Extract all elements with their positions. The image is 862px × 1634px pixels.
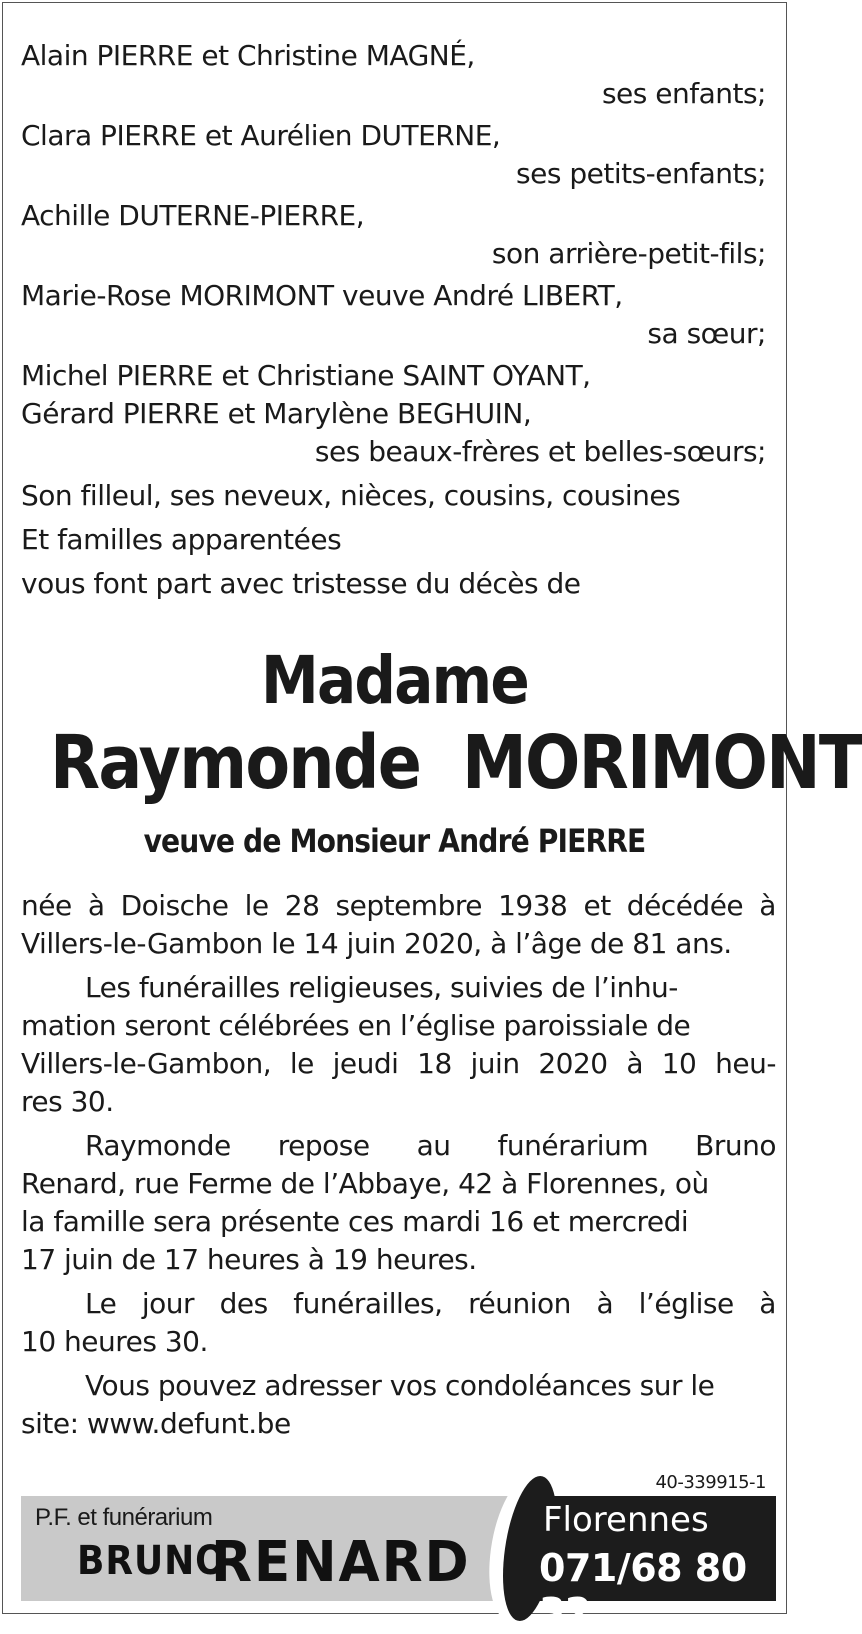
body-line: mation seront célébrées en l’église paroissiale de [21,1009,691,1042]
relation-label: ses petits-enfants; [516,157,766,190]
body-line: 17 juin de 17 heures à 19 heures. [21,1243,477,1276]
reference-number: 40-339915-1 [655,1472,766,1493]
family-line: Clara PIERRE et Aurélien DUTERNE, [21,119,501,152]
body-line: Le jour des funérailles, réunion à l’église à [85,1287,776,1320]
family-line: Son filleul, ses neveux, nièces, cousins, cousines [21,479,681,512]
family-line: Achille DUTERNE-PIERRE, [21,199,365,232]
body-line: Vous pouvez adresser vos condoléances sur le [85,1369,715,1402]
relation-label: ses enfants; [601,77,766,110]
body-line: Les funérailles religieuses, suivies de l’inhu- [85,971,678,1004]
obituary-notice [2,2,862,1634]
funeral-home-name-last: RENARD [211,1530,471,1595]
body-line: Raymonde repose au funérarium Bruno [85,1129,776,1162]
family-line: Marie-Rose MORIMONT veuve André LIBERT, [21,279,623,312]
announcement-line: vous font part avec tristesse du décès de [21,567,581,600]
relation-label: ses beaux-frères et belles-sœurs; [314,435,766,468]
family-line: Michel PIERRE et Christiane SAINT OYANT, [21,359,591,392]
body-line: Villers-le-Gambon, le jeudi 18 juin 2020 à 10 heu- [21,1047,776,1080]
body-line: res 30. [21,1085,114,1118]
website-line: site: www.defunt.be [21,1407,291,1440]
relation-label: son arrière-petit-fils; [491,237,766,270]
funeral-home-city: Florennes [543,1500,709,1540]
family-line: Alain PIERRE et Christine MAGNÉ, [21,39,475,72]
relation-label: sa sœur; [647,317,766,350]
family-line: Et familles apparentées [21,523,342,556]
family-line: Gérard PIERRE et Marylène BEGHUIN, [21,397,532,430]
body-line: Villers-le-Gambon le 14 juin 2020, à l’âge de 81 ans. [21,927,732,960]
body-line: Renard, rue Ferme de l’Abbaye, 42 à Florennes, où [21,1167,709,1200]
deceased-name: Raymonde MORIMONT [49,720,862,806]
funeral-home-label: P.F. et funérarium [35,1504,213,1531]
deceased-spouse: veuve de Monsieur André PIERRE [143,822,646,860]
funeral-home-banner [21,1496,776,1634]
funeral-home-phone: 071/68 80 32 [539,1546,747,1634]
body-line: 10 heures 30. [21,1325,208,1358]
body-line: la famille sera présente ces mardi 16 et mercredi [21,1205,689,1238]
funeral-home-name-first: BRUNO [77,1538,227,1584]
body-line: née à Doische le 28 septembre 1938 et décédée à [21,889,776,922]
deceased-title: Madame [260,642,529,719]
